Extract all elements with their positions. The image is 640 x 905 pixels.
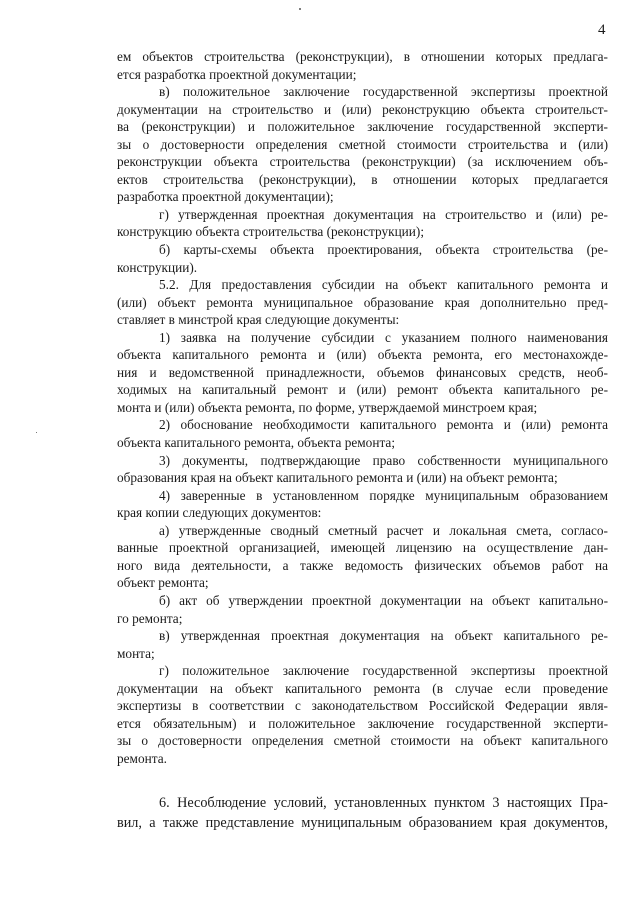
page-number: 4 — [598, 22, 606, 38]
text-line: документации на объект капитального ремонта (в случае если проведение — [117, 680, 608, 696]
text-line: экспертизы в соответствии с законодательством Российской Федерации явля- — [117, 698, 608, 714]
text-line: ния и ведомственной принадлежности, объемов финансовых средств, необ- — [117, 364, 608, 380]
text-line: г) утвержденная проектная документация на строительство и (или) ре- — [159, 206, 608, 222]
text-line: б) акт об утверждении проектной документации на объект капитально- — [159, 592, 608, 608]
text-line: 1) заявка на получение субсидии с указанием полного наименования — [159, 329, 608, 345]
text-line: края копии следующих документов: — [117, 505, 322, 521]
paragraph-gap — [117, 767, 608, 793]
scan-speck — [299, 8, 301, 10]
text-line: объект ремонта; — [117, 575, 209, 591]
text-line: вил, а также представление муниципальным образованием края документов, — [117, 815, 608, 832]
text-line: объекта капитального ремонта, объекта ремонта; — [117, 435, 396, 451]
text-line: ва (реконструкции) и положительное заключение государственной эксперти- — [117, 119, 608, 135]
text-line: ремонта. — [117, 750, 167, 766]
text-line: го ремонта; — [117, 610, 183, 626]
text-line: а) утвержденные сводный сметный расчет и локальная смета, согласо- — [159, 522, 608, 538]
text-line: документации на строительство и (или) реконструкцию объекта строительст- — [117, 101, 608, 117]
text-line: монта и (или) объекта ремонта, по форме, утверждаемой минстроем края; — [117, 399, 538, 415]
section-6-text — [117, 793, 608, 833]
text-line: образования края на объект капитального ремонта и (или) на объект ремонта; — [117, 470, 558, 486]
text-line: ванные проектной организацией, имеющей лицензию на осуществление дан- — [117, 540, 608, 556]
scan-speck — [36, 432, 37, 433]
text-line: ходимых на капитальный ремонт и (или) ремонт объекта капитального ре- — [117, 382, 608, 398]
text-line: конструкцию объекта строительства (реконструкции); — [117, 224, 425, 240]
body-text — [117, 48, 608, 833]
text-line: в) утвержденная проектная документация на объект капитального ре- — [159, 628, 608, 644]
text-line: 2) обоснование необходимости капитального ремонта и (или) ремонта — [159, 417, 608, 433]
text-line: зы о достоверности определения сметной стоимости строительства и (или) — [117, 136, 608, 152]
text-line: разработка проектной документации); — [117, 189, 334, 205]
text-line: в) положительное заключение государственной экспертизы проектной — [159, 84, 608, 100]
text-line: конструкции). — [117, 259, 198, 275]
text-line: 3) документы, подтверждающие право собственности муниципального — [159, 452, 608, 468]
text-line: ется обязательным) и положительное заключение государственной эксперти- — [117, 715, 608, 731]
text-line: ставляет в минстрой края следующие документы: — [117, 312, 400, 328]
text-line: (или) объект ремонта муниципальное образование края дополнительно пред- — [117, 294, 608, 310]
text-line: реконструкции объекта строительства (реконструкции) (за исключением объ- — [117, 154, 608, 170]
text-line: ектов строительства (реконструкции), в отношении которых предлагается — [117, 171, 608, 187]
text-line: объекта капитального ремонта и (или) объекта ремонта, его местонахожде- — [117, 347, 608, 363]
text-line: зы о достоверности определения сметной стоимости на объект капитального — [117, 733, 608, 749]
text-line: б) карты-схемы объекта проектирования, объекта строительства (ре- — [159, 242, 608, 258]
text-line: монта; — [117, 645, 155, 661]
text-line: ется разработка проектной документации; — [117, 66, 357, 82]
text-line: г) положительное заключение государственной экспертизы проектной — [159, 663, 608, 679]
text-line: 5.2. Для предоставления субсидии на объект капитального ремонта и — [159, 277, 608, 293]
text-line: ем объектов строительства (реконструкции), в отношении которых предлага- — [117, 49, 608, 64]
text-line: ного вида деятельности, а также ведомость физических объемов работ на — [117, 557, 608, 573]
section-5-text — [117, 48, 608, 767]
text-line: 6. Несоблюдение условий, установленных пунктом 3 настоящих Пра- — [159, 795, 608, 812]
text-line: 4) заверенные в установленном порядке муниципальным образованием — [159, 487, 608, 503]
